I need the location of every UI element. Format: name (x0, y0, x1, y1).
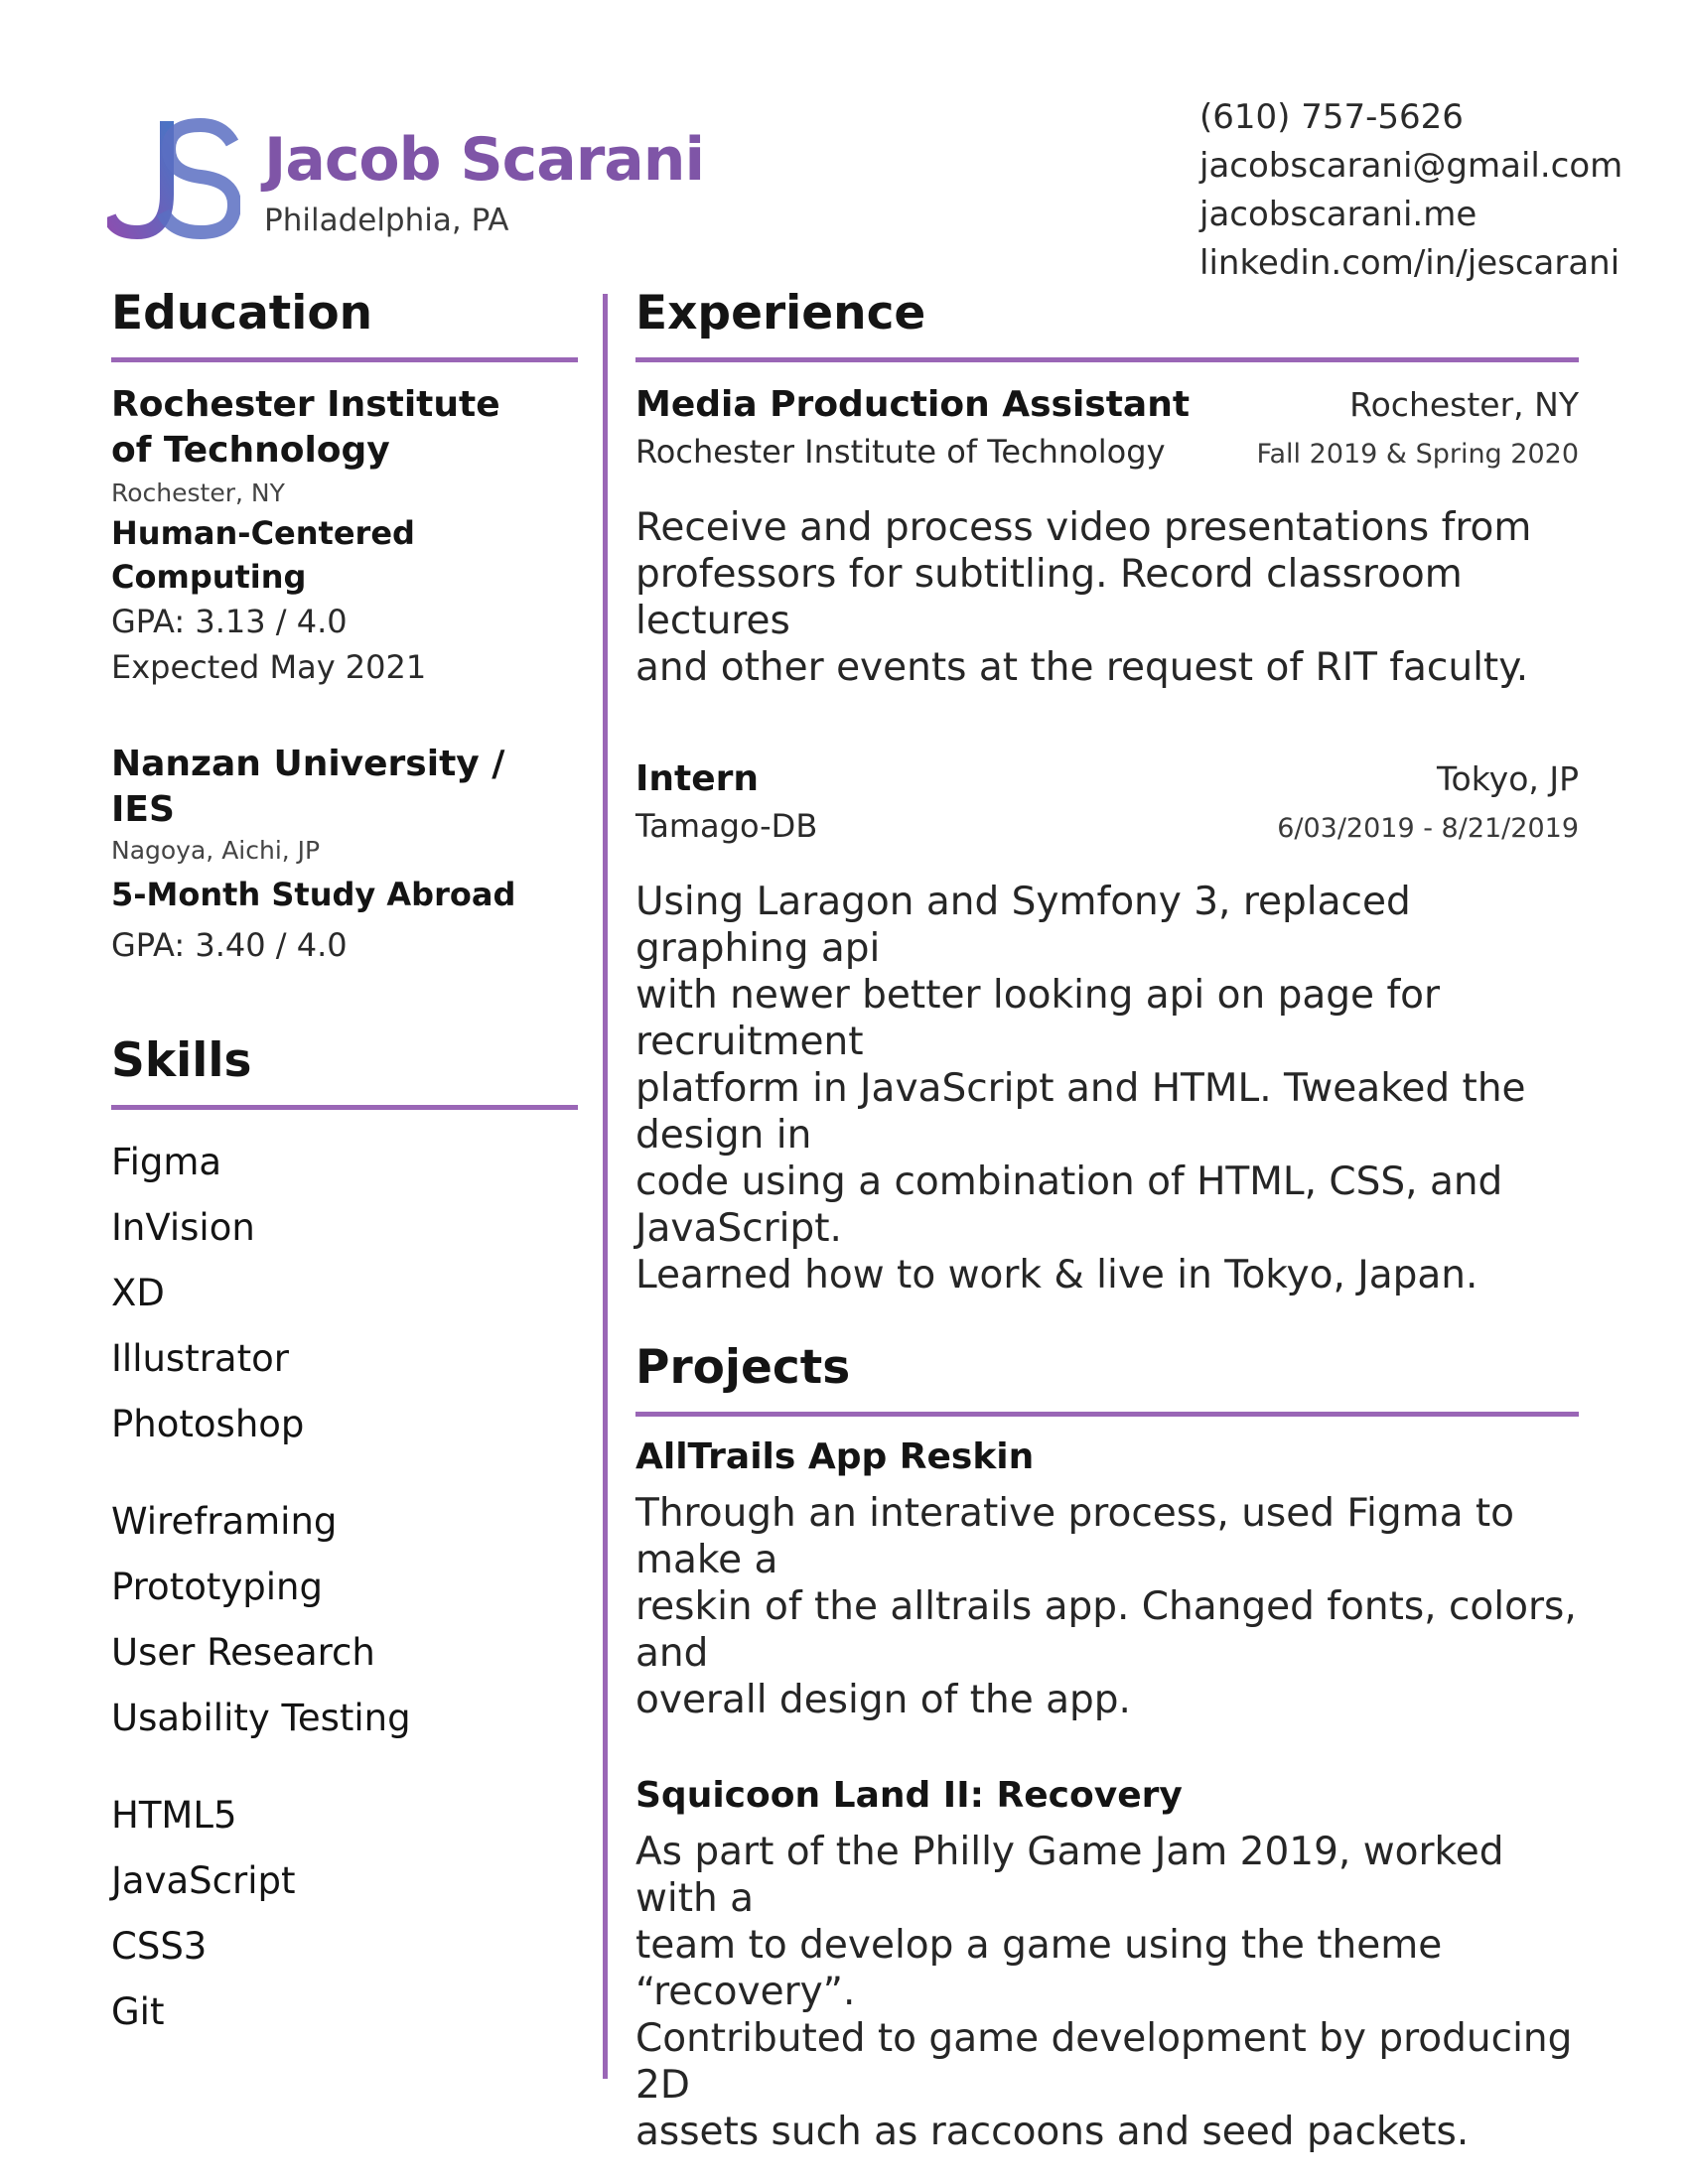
job-location: Tokyo, JP (1436, 759, 1579, 798)
school-location: Rochester, NY (111, 478, 285, 507)
email-address: jacobscarani@gmail.com (1199, 146, 1623, 186)
job-location: Rochester, NY (1349, 385, 1579, 424)
description-line: Learned how to work & live in Tokyo, Japan. (635, 1253, 1478, 1297)
skill-item: CSS3 (111, 1925, 208, 1968)
column-divider (603, 294, 608, 2079)
job-dates: Fall 2019 & Spring 2020 (1256, 439, 1579, 470)
school-name: of Technology (111, 430, 390, 471)
description-line: Through an interative process, used Figma to make a (635, 1491, 1515, 1582)
description-line: code using a combination of HTML, CSS, and JavaScript. (635, 1160, 1503, 1251)
job-intern (635, 758, 1579, 1298)
school-gpa: GPA: 3.40 / 4.0 (111, 926, 348, 964)
skills-group-methods (111, 1489, 578, 1751)
skill-item: XD (111, 1272, 165, 1314)
skill-item: HTML5 (111, 1794, 237, 1837)
skill-item: Git (111, 1990, 165, 2033)
description-line: As part of the Philly Game Jam 2019, worked with a (635, 1830, 1504, 1921)
right-column (635, 284, 1579, 2155)
description-line: overall design of the app. (635, 1678, 1131, 1722)
section-rule (111, 1105, 578, 1110)
school-rit (111, 382, 578, 690)
education-title: Education (111, 286, 373, 341)
project-alltrails (635, 1434, 1579, 1723)
description-line: platform in JavaScript and HTML. Tweaked the design in (635, 1066, 1526, 1158)
contact-block (1199, 93, 1623, 288)
description-line: Using Laragon and Symfony 3, replaced graphing api (635, 880, 1411, 971)
school-program: 5-Month Study Abroad (111, 876, 516, 913)
school-nanzan (111, 742, 578, 968)
school-name: Nanzan University / IES (111, 744, 505, 830)
school-gpa: GPA: 3.13 / 4.0 (111, 603, 348, 640)
skill-item: Figma (111, 1141, 222, 1183)
section-rule (635, 357, 1579, 362)
candidate-location: Philadelphia, PA (264, 203, 509, 238)
school-location: Nagoya, Aichi, JP (111, 836, 321, 865)
js-logo (107, 117, 240, 240)
description-line: team to develop a game using the theme “recovery”. (635, 1923, 1443, 2014)
linkedin-link: linkedin.com/in/jescarani (1199, 243, 1620, 283)
description-line: Receive and process video presentations from (635, 505, 1532, 550)
skill-item: InVision (111, 1206, 255, 1249)
phone-number: (610) 757-5626 (1199, 97, 1464, 137)
experience-title: Experience (635, 286, 926, 341)
project-squicoon (635, 1773, 1579, 2155)
school-name: Rochester Institute (111, 384, 500, 425)
skills-group-code (111, 1783, 578, 2045)
school-expected: Expected May 2021 (111, 648, 427, 686)
candidate-name: Jacob Scarani (264, 125, 705, 195)
description-line: and other events at the request of RIT faculty. (635, 645, 1529, 690)
school-major: Human-Centered Computing (111, 514, 415, 596)
skill-item: Usability Testing (111, 1697, 411, 1739)
description-line: professors for subtitling. Record classroom lectures (635, 552, 1463, 643)
left-column (111, 284, 578, 2045)
job-description (635, 879, 1579, 1298)
job-media-production (635, 384, 1579, 691)
skill-item: User Research (111, 1631, 375, 1674)
skill-item: Prototyping (111, 1566, 323, 1608)
section-rule (111, 357, 578, 362)
website-link: jacobscarani.me (1199, 195, 1477, 234)
job-title: Media Production Assistant (635, 384, 1191, 425)
skill-item: Illustrator (111, 1337, 289, 1380)
job-organization: Rochester Institute of Technology (635, 433, 1166, 471)
project-title: Squicoon Land II: Recovery (635, 1775, 1183, 1816)
job-description (635, 504, 1579, 691)
section-rule (635, 1412, 1579, 1417)
skills-group-tools (111, 1130, 578, 1457)
skills-title: Skills (111, 1033, 252, 1088)
skill-item: JavaScript (111, 1859, 296, 1902)
description-line: Contributed to game development by producing 2D (635, 2016, 1573, 2108)
job-organization: Tamago-DB (635, 807, 818, 845)
skill-item: Wireframing (111, 1500, 338, 1543)
job-dates: 6/03/2019 - 8/21/2019 (1277, 813, 1579, 844)
description-line: reskin of the alltrails app. Changed fonts, colors, and (635, 1584, 1577, 1676)
description-line: with newer better looking api on page for recruitment (635, 973, 1441, 1064)
job-title: Intern (635, 758, 760, 799)
skill-item: Photoshop (111, 1403, 305, 1445)
projects-title: Projects (635, 1340, 851, 1395)
description-line: assets such as raccoons and seed packets. (635, 2110, 1470, 2154)
project-title: AllTrails App Reskin (635, 1436, 1035, 1477)
